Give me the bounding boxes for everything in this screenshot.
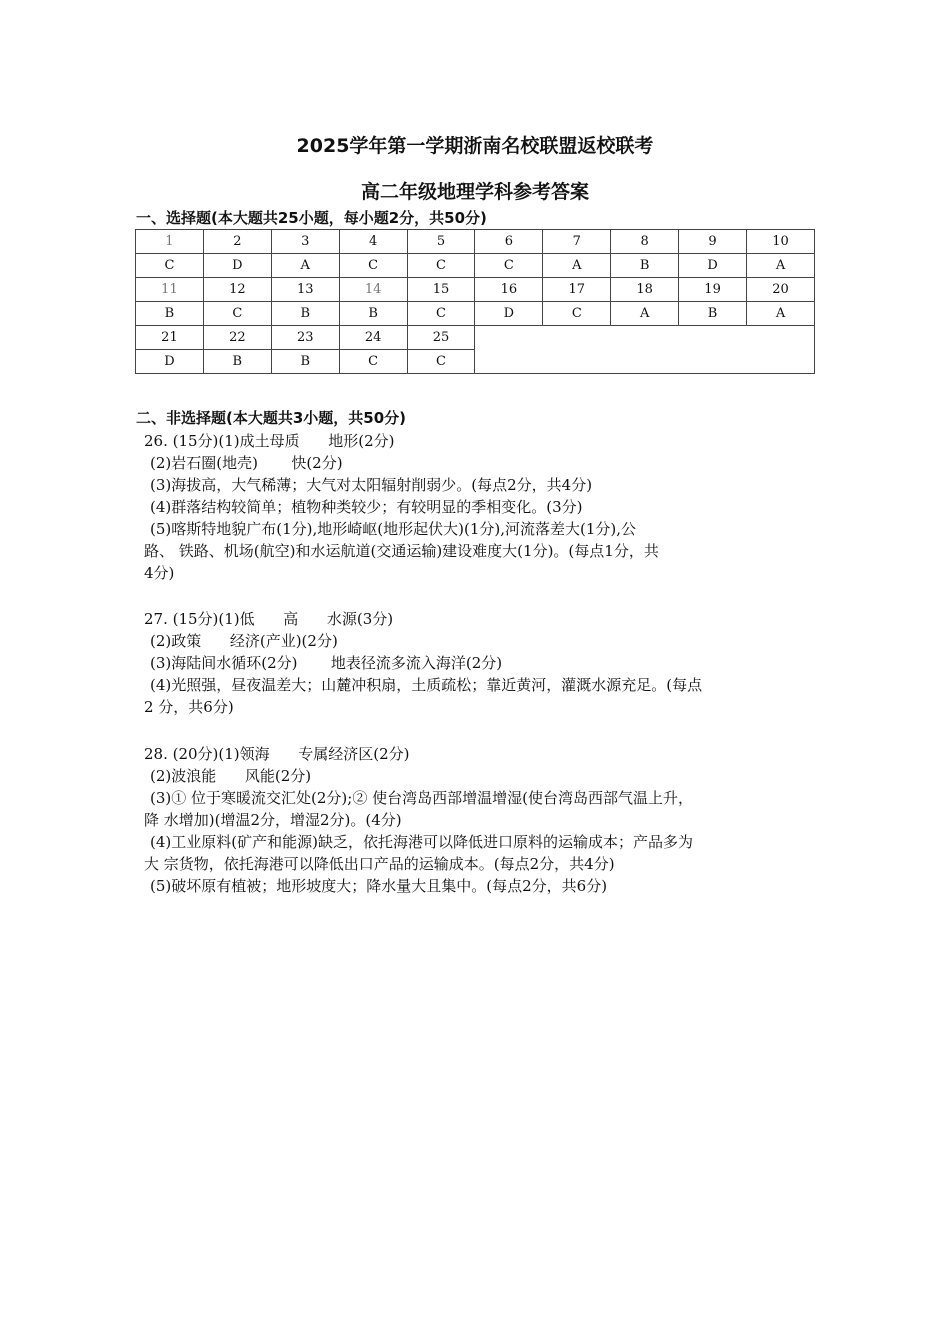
- table-row: [136, 254, 815, 278]
- table-row: [136, 326, 815, 350]
- answer-cell: B: [136, 302, 204, 326]
- question-number: 15: [407, 278, 475, 302]
- question-number: 13: [271, 278, 339, 302]
- question-number: 23: [271, 326, 339, 350]
- answer-line: 2 分，共6分): [144, 698, 234, 716]
- answer-cell: D: [475, 302, 543, 326]
- question-number: 2: [203, 230, 271, 254]
- question-number: 22: [203, 326, 271, 350]
- answer-cell: D: [679, 254, 747, 278]
- answer-cell: B: [339, 302, 407, 326]
- empty-merged-cell: [475, 326, 815, 374]
- table-row: [136, 302, 815, 326]
- question-number: 9: [679, 230, 747, 254]
- answer-line: 26. (15分)(1)成土母质 地形(2分): [144, 432, 395, 450]
- answer-cell: C: [475, 254, 543, 278]
- answer-cell: A: [611, 302, 679, 326]
- question-number: 5: [407, 230, 475, 254]
- question-28-answer: [144, 743, 824, 897]
- table-row: [136, 230, 815, 254]
- answer-cell: A: [543, 254, 611, 278]
- answer-cell: A: [271, 254, 339, 278]
- answer-cell: B: [271, 302, 339, 326]
- answer-line: (3)海拔高，大气稀薄；大气对太阳辐射削弱少。(每点2分，共4分): [150, 476, 593, 494]
- question-number: 20: [747, 278, 815, 302]
- question-number: 11: [136, 278, 204, 302]
- question-number: 17: [543, 278, 611, 302]
- section-2-heading: 二、非选择题(本大题共3小题，共50分): [136, 409, 407, 427]
- answer-line: (4)群落结构较简单；植物种类较少；有较明显的季相变化。(3分): [150, 498, 583, 516]
- section-1-heading: 一、选择题(本大题共25小题，每小题2分，共50分): [136, 209, 487, 227]
- question-number: 24: [339, 326, 407, 350]
- answer-line: 28. (20分)(1)领海 专属经济区(2分): [144, 745, 410, 763]
- answer-cell: D: [203, 254, 271, 278]
- question-number: 4: [339, 230, 407, 254]
- answer-cell: B: [611, 254, 679, 278]
- answer-cell: C: [407, 254, 475, 278]
- question-number: 25: [407, 326, 475, 350]
- answer-line: (5)喀斯特地貌广布(1分),地形崎岖(地形起伏大)(1分),河流落差大(1分),公: [150, 520, 637, 538]
- answer-line: 路、 铁路、机场(航空)和水运航道(交通运输)建设难度大(1分)。(每点1分，共: [144, 542, 659, 560]
- question-26-answer: [144, 430, 824, 584]
- question-27-answer: [144, 608, 824, 718]
- page-subtitle: 高二年级地理学科参考答案: [360, 181, 589, 203]
- table-row: [136, 278, 815, 302]
- answer-line: (2)岩石圈(地壳) 快(2分): [150, 454, 343, 472]
- question-number: 21: [136, 326, 204, 350]
- answer-line: (3)① 位于寒暖流交汇处(2分);② 使台湾岛西部增温增湿(使台湾岛西部气温上升，: [150, 789, 693, 807]
- answer-line: 27. (15分)(1)低 高 水源(3分): [144, 610, 394, 628]
- question-number: 18: [611, 278, 679, 302]
- answer-cell: C: [407, 302, 475, 326]
- question-number: 16: [475, 278, 543, 302]
- answer-cell: C: [136, 254, 204, 278]
- question-number: 14: [339, 278, 407, 302]
- answer-cell: D: [136, 350, 204, 374]
- answer-cell: C: [339, 254, 407, 278]
- question-number: 6: [475, 230, 543, 254]
- answer-cell: C: [407, 350, 475, 374]
- answer-cell: C: [203, 302, 271, 326]
- answer-line: (2)政策 经济(产业)(2分): [150, 632, 338, 650]
- answer-line: (3)海陆间水循环(2分) 地表径流多流入海洋(2分): [150, 654, 503, 672]
- answer-cell: A: [747, 302, 815, 326]
- page-title: 2025学年第一学期浙南名校联盟返校联考: [296, 135, 654, 157]
- question-number: 8: [611, 230, 679, 254]
- answer-cell: B: [203, 350, 271, 374]
- answer-cell: B: [271, 350, 339, 374]
- answer-cell: C: [543, 302, 611, 326]
- question-number: 3: [271, 230, 339, 254]
- answer-line: 降 水增加)(增温2分，增湿2分)。(4分): [144, 811, 402, 829]
- question-number: 12: [203, 278, 271, 302]
- answer-cell: B: [679, 302, 747, 326]
- answer-cell: A: [747, 254, 815, 278]
- answer-cell: C: [339, 350, 407, 374]
- question-number: 10: [747, 230, 815, 254]
- answer-line: (4)工业原料(矿产和能源)缺乏，依托海港可以降低进口原料的运输成本；产品多为: [150, 833, 693, 851]
- answer-line: 大 宗货物，依托海港可以降低出口产品的运输成本。(每点2分，共4分): [144, 855, 615, 873]
- answer-line: (5)破坏原有植被；地形坡度大；降水量大且集中。(每点2分，共6分): [150, 877, 608, 895]
- question-number: 19: [679, 278, 747, 302]
- question-number: 7: [543, 230, 611, 254]
- answer-line: (4)光照强，昼夜温差大；山麓冲积扇，土质疏松；靠近黄河，灌溉水源充足。(每点: [150, 676, 703, 694]
- question-number: 1: [136, 230, 204, 254]
- answer-line: (2)波浪能 风能(2分): [150, 767, 312, 785]
- multiple-choice-answer-table: [135, 229, 815, 374]
- answer-line: 4分): [144, 564, 175, 582]
